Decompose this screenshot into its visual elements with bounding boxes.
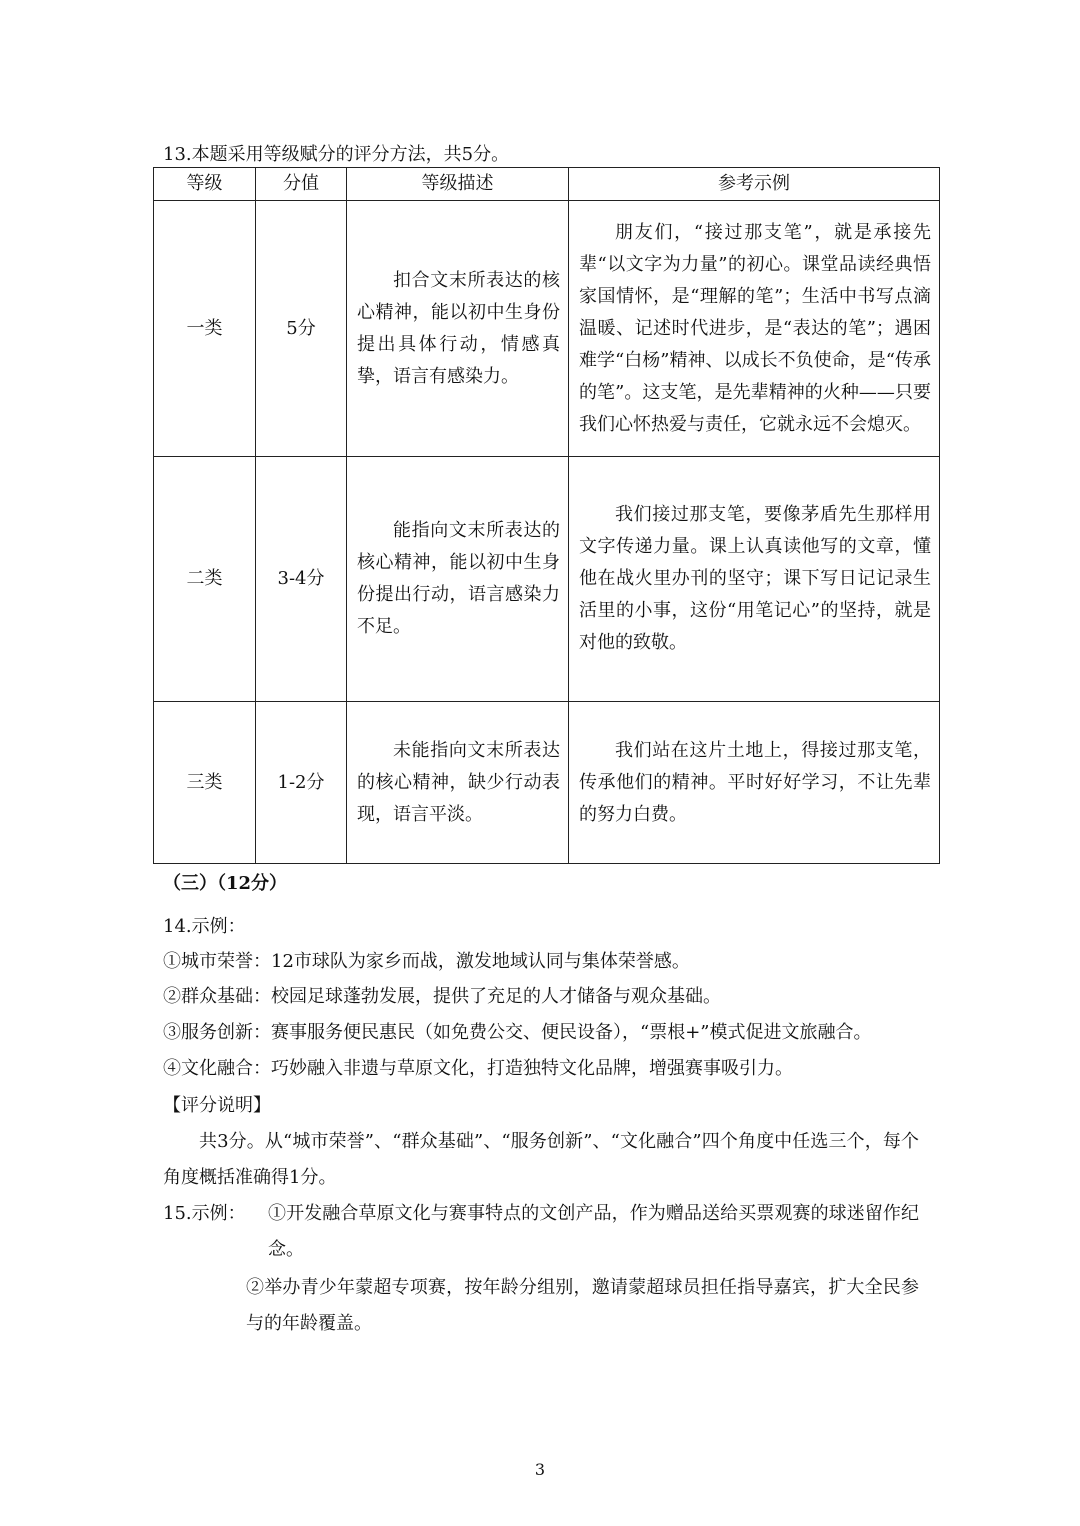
q15-label: 15.示例： — [163, 1203, 246, 1224]
row-score: 1-2分 — [256, 702, 347, 864]
row-score: 5分 — [256, 201, 347, 457]
table-row — [154, 702, 940, 864]
q14-item: ①城市荣誉：12市球队为家乡而战，激发地域认同与集体荣誉感。 — [163, 951, 690, 972]
row-description: 扣合文末所表达的核心精神，能以初中生身份提出具体行动，情感真挚，语言有感染力。 — [347, 201, 569, 457]
header-score: 分值 — [256, 168, 347, 201]
q15-item-text: ②举办青少年蒙超专项赛，按年龄分组别，邀请蒙超球员担任指导嘉宾，扩大全民参与的年龄覆盖。 — [246, 1277, 919, 1334]
header-grade: 等级 — [154, 168, 256, 201]
row-score: 3-4分 — [256, 457, 347, 702]
q13-title: 13.本题采用等级赋分的评分方法，共5分。 — [163, 144, 510, 165]
scoring-text: 共3分。从“城市荣誉”、“群众基础”、“服务创新”、“文化融合”四个角度中任选三个，每个角度概括准确得1分。 — [163, 1131, 919, 1188]
header-example: 参考示例 — [569, 168, 940, 201]
row-description: 未能指向文末所表达的核心精神，缺少行动表现，语言平淡。 — [347, 702, 569, 864]
q14-item: ③服务创新：赛事服务便民惠民（如免费公交、便民设备），“票根+”模式促进文旅融合。 — [163, 1022, 872, 1043]
row-grade: 一类 — [154, 201, 256, 457]
grading-table — [153, 167, 940, 864]
q14-title: 14.示例： — [163, 916, 246, 937]
header-description: 等级描述 — [347, 168, 569, 201]
page-number: 3 — [534, 1460, 546, 1479]
row-grade: 二类 — [154, 457, 256, 702]
scoring-title: 【评分说明】 — [163, 1095, 271, 1116]
row-grade: 三类 — [154, 702, 256, 864]
table-row — [154, 201, 940, 457]
q15-item — [246, 1270, 919, 1342]
table-row — [154, 457, 940, 702]
row-example: 朋友们，“接过那支笔”，就是承接先辈“以文字为力量”的初心。课堂品读经典悟家国情怀，是“理解的笔”；生活中书写点滴温暖、记述时代进步，是“表达的笔”；遇困难学“白杨”精神、以成长不负使命，是“传承的笔”。这支笔，是先辈精神的火种——只要我们心怀热爱与责任，它就永远不会熄灭。 — [569, 201, 940, 457]
section3-title: （三）（12分） — [163, 873, 288, 894]
q14-item: ④文化融合：巧妙融入非遗与草原文化，打造独特文化品牌，增强赛事吸引力。 — [163, 1058, 793, 1079]
q15-item-text: ①开发融合草原文化与赛事特点的文创产品，作为赠品送给买票观赛的球迷留作纪念。 — [268, 1203, 919, 1260]
row-example: 我们接过那支笔，要像茅盾先生那样用文字传递力量。课上认真读他写的文章，懂他在战火里办刊的坚守；课下写日记记录生活里的小事，这份“用笔记心”的坚持，就是对他的致敬。 — [569, 457, 940, 702]
row-example: 我们站在这片土地上，得接过那支笔，传承他们的精神。平时好好学习，不让先辈的努力白费。 — [569, 702, 940, 864]
row-description: 能指向文末所表达的核心精神，能以初中生身份提出行动，语言感染力不足。 — [347, 457, 569, 702]
q15-item — [246, 1196, 919, 1268]
table-header-row — [154, 168, 940, 201]
q14-item: ②群众基础：校园足球蓬勃发展，提供了充足的人才储备与观众基础。 — [163, 986, 721, 1007]
